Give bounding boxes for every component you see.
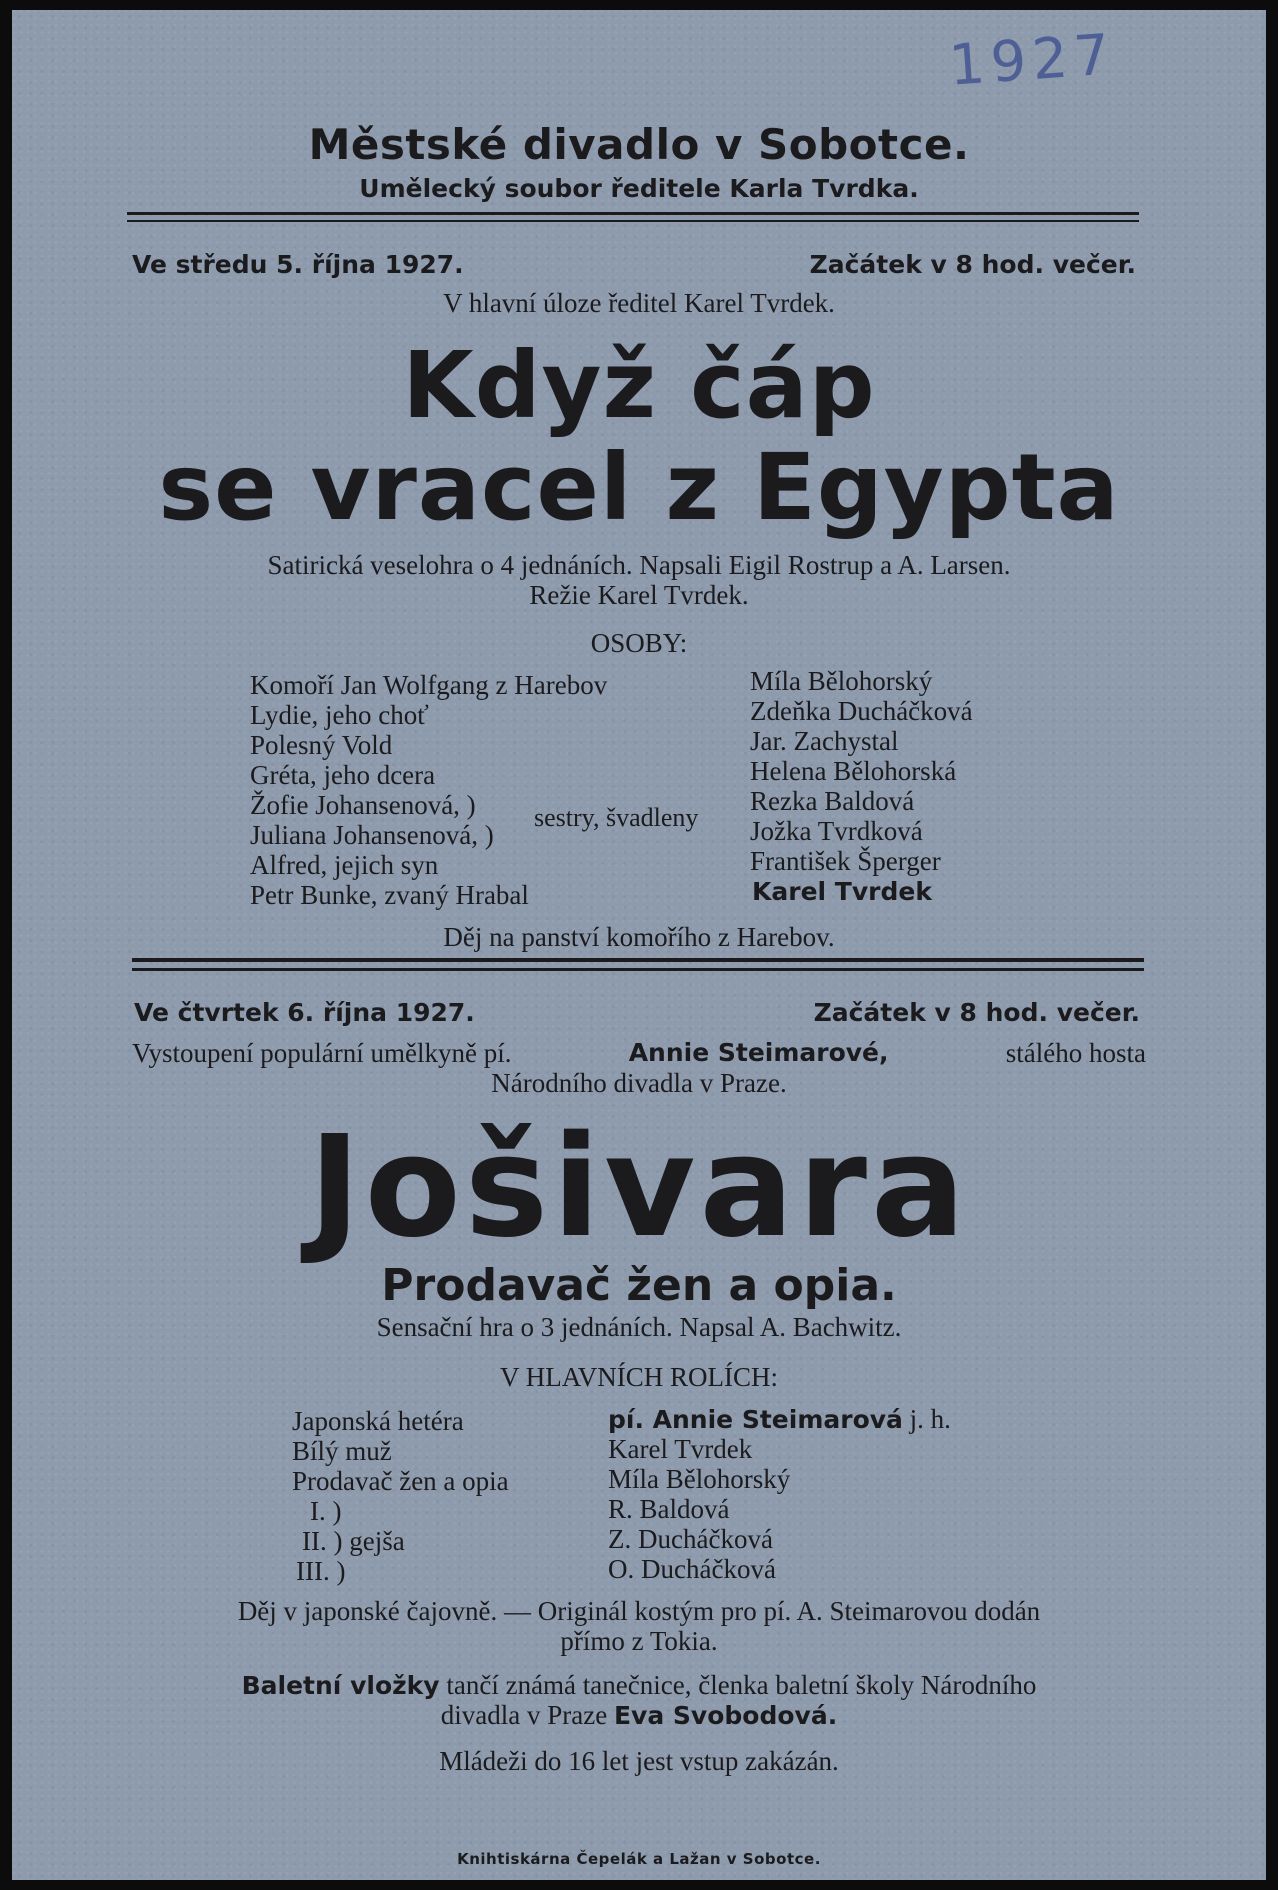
show1-subtitle: Satirická veselohra o 4 jednáních. Napsali Eigil Rostrup a A. Larsen.: [267, 550, 1011, 580]
show2-date: Ve čtvrtek 6. října 1927.: [134, 998, 475, 1027]
divider-rule-bottom: [132, 968, 1144, 971]
theatre-name: Městské divadlo v Sobotce.: [308, 120, 970, 169]
show2-subtitle: Prodavač žen a opia.: [381, 1260, 897, 1311]
show1-cast-heading: OSOBY:: [590, 628, 688, 658]
show2-guest-name: Annie Steimarové,: [628, 1038, 889, 1067]
show2-role: II. ) gejša: [302, 1526, 405, 1556]
show2-guest-text-a: Vystoupení populární umělkyně pí.: [132, 1038, 512, 1068]
show1-actor: Jar. Zachystal: [750, 726, 899, 756]
show2-role: Japonská hetéra: [292, 1406, 464, 1436]
show1-actor: Míla Bělohorský: [750, 666, 933, 696]
show1-actor: František Šperger: [750, 846, 941, 876]
show2-guest-line1: [132, 1038, 1146, 1069]
show2-actor: Míla Bělohorský: [608, 1464, 791, 1494]
show2-setting-line1: Děj v japonské čajovně. — Originál kostým pro pí. A. Steimarovou dodán: [237, 1596, 1041, 1626]
show1-role: Lydie, jeho choť: [250, 700, 429, 730]
show1-role: Petr Bunke, zvaný Hrabal: [250, 880, 529, 910]
ensemble-name: Umělecký soubor ředitele Karla Tvrdka.: [359, 174, 919, 203]
show2-title: Jošivara: [308, 1106, 970, 1269]
show2-setting-line2: přímo z Tokia.: [560, 1626, 718, 1656]
show2-role: III. ): [296, 1556, 346, 1586]
show1-actor: Zdeňka Ducháčková: [750, 696, 973, 726]
header-rule-bottom: [127, 220, 1139, 222]
show2-role: Prodavač žen a opia: [292, 1466, 509, 1496]
show2-ballet-label: Baletní vložky: [241, 1671, 440, 1700]
show2-role: Bílý muž: [292, 1436, 392, 1466]
show1-title-line2: se vracel z Egypta: [158, 434, 1120, 541]
poster-sheet: [12, 10, 1266, 1880]
show2-ballet-name: Eva Svobodová.: [613, 1701, 838, 1730]
printer-imprint: Knihtiskárna Čepelák a Lažan v Sobotce.: [457, 1850, 821, 1868]
show1-role: Polesný Vold: [250, 730, 393, 760]
show1-lead: V hlavní úloze ředitel Karel Tvrdek.: [443, 288, 835, 318]
show1-setting: Děj na panství komořího z Harebov.: [443, 922, 835, 952]
show2-ballet-line1: [12, 1670, 1266, 1701]
divider-rule-top: [132, 958, 1144, 962]
show1-actor: Jožka Tvrdková: [750, 816, 923, 846]
show2-actor: R. Baldová: [608, 1494, 730, 1524]
header-rule-top: [127, 212, 1139, 215]
show2-start: Začátek v 8 hod. večer.: [813, 998, 1140, 1027]
show1-date: Ve středu 5. října 1927.: [132, 250, 464, 279]
show1-role: Žofie Johansenová, ): [250, 790, 476, 820]
show2-guest-text-b: stálého hosta: [1005, 1038, 1146, 1068]
show2-guest-line2: Národního divadla v Praze.: [491, 1068, 787, 1098]
show1-director: Režie Karel Tvrdek.: [529, 580, 749, 610]
show2-cast-heading: V HLAVNÍCH ROLÍCH:: [499, 1362, 778, 1392]
show1-role: Komoří Jan Wolfgang z Harebov: [250, 670, 608, 700]
show1-actor: Helena Bělohorská: [750, 756, 957, 786]
show1-role: Alfred, jejich syn: [250, 850, 439, 880]
show1-title-line1: Když čáp: [402, 332, 876, 439]
show2-age-limit: Mládeži do 16 let jest vstup zakázán.: [439, 1746, 839, 1776]
show2-actor-line: [608, 1404, 951, 1435]
show2-ballet-text2: divadla v Praze: [440, 1700, 608, 1730]
show1-role: Juliana Johansenová, ): [250, 820, 494, 850]
show1-role: Gréta, jeho dcera: [250, 760, 436, 790]
show1-start: Začátek v 8 hod. večer.: [809, 250, 1136, 279]
show2-description: Sensační hra o 3 jednáních. Napsal A. Bachwitz.: [376, 1312, 902, 1342]
show2-actor: O. Ducháčková: [608, 1554, 776, 1584]
archive-number: 1927: [947, 22, 1119, 99]
show2-actor-lead: pí. Annie Steimarová: [608, 1405, 903, 1434]
show2-actor: Z. Ducháčková: [608, 1524, 773, 1554]
show2-ballet-line2: [12, 1700, 1266, 1731]
show1-actor-lead: Karel Tvrdek: [752, 877, 932, 906]
show2-role: I. ): [310, 1496, 342, 1526]
show2-actor: Karel Tvrdek: [608, 1434, 753, 1464]
show2-ballet-text: tančí známá tanečnice, členka baletní školy Národního: [446, 1670, 1037, 1700]
show2-actor-suffix: j. h.: [909, 1404, 951, 1434]
show1-sisters-note: sestry, švadleny: [534, 803, 699, 832]
show1-actor: Rezka Baldová: [750, 786, 915, 816]
